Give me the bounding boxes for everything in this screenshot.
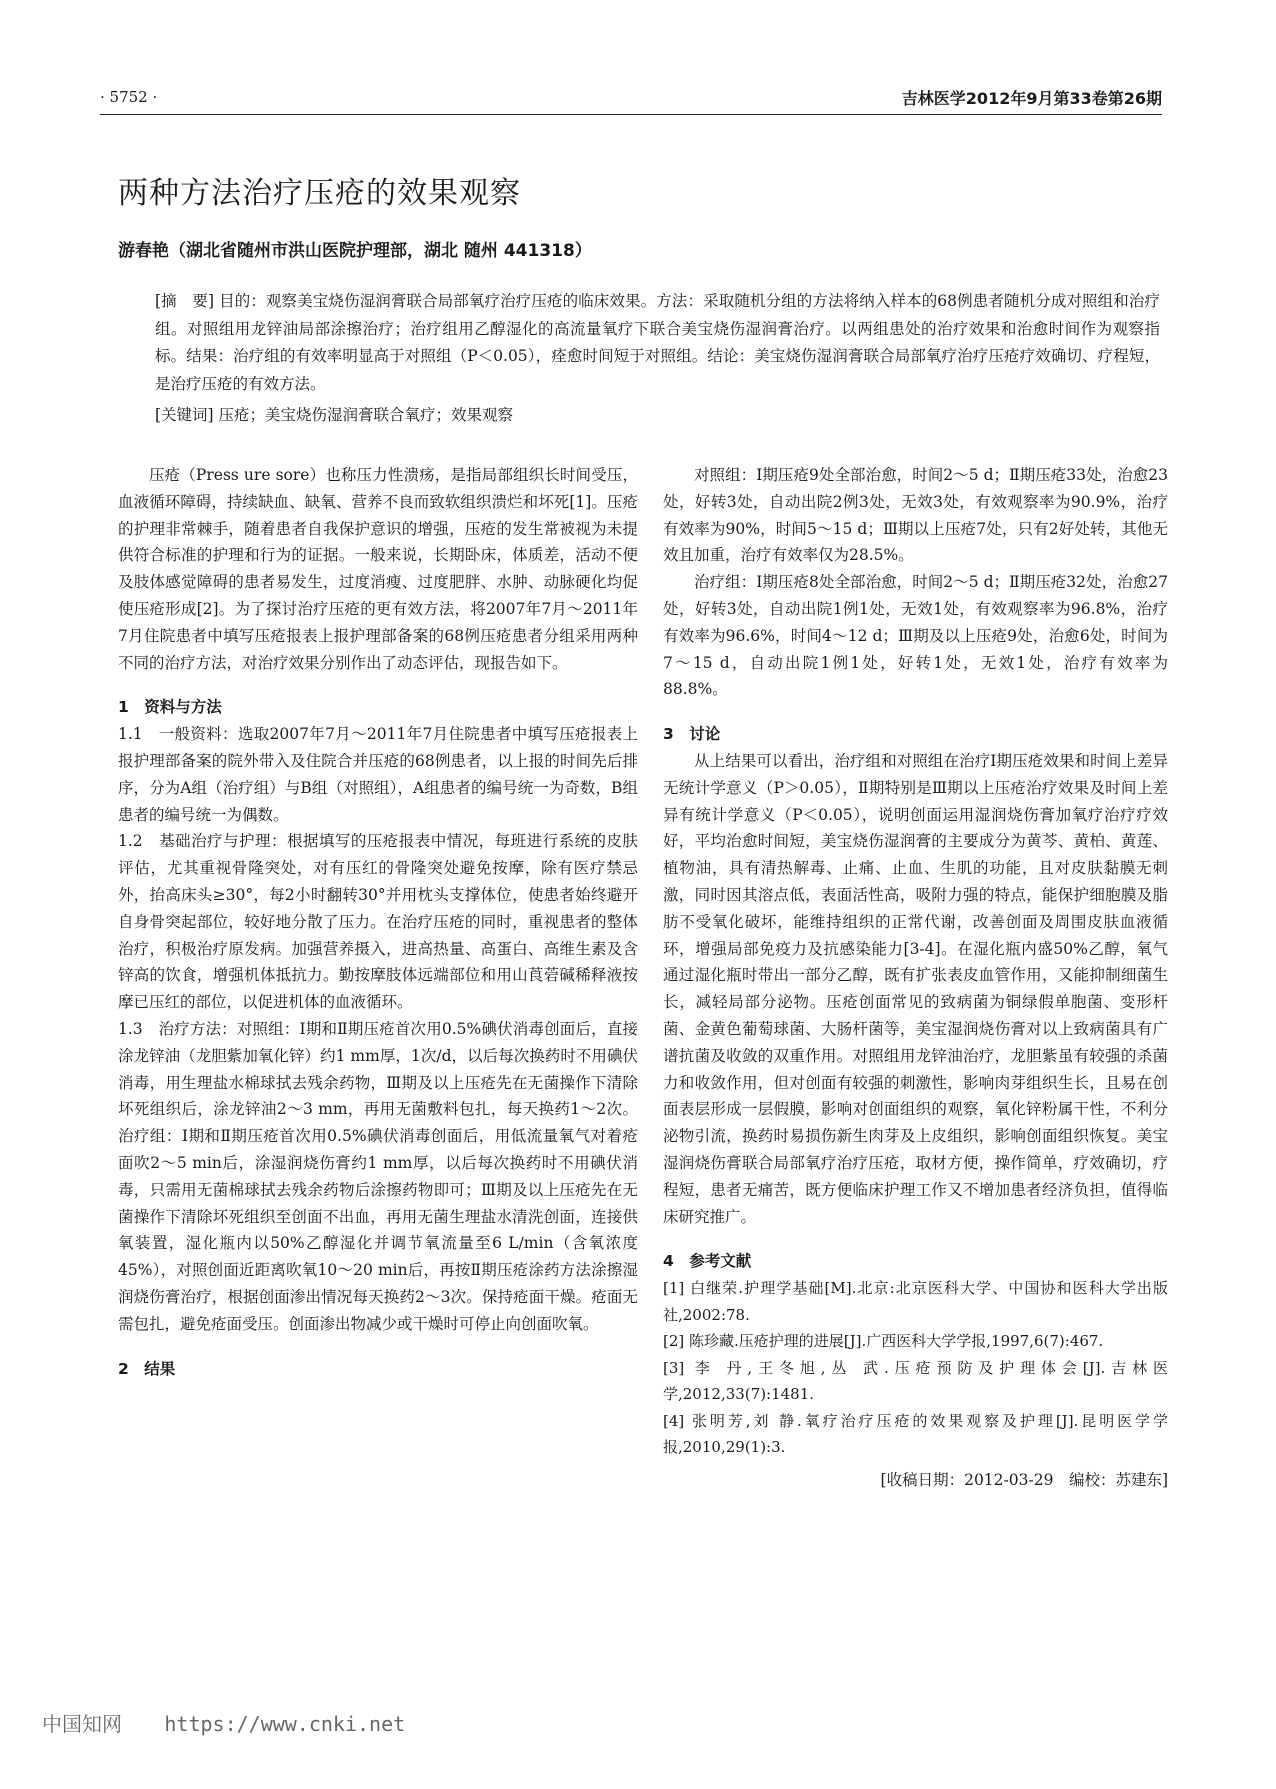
author-affiliation: 游春艳（湖北省随州市洪山医院护理部，湖北 随州 441318） bbox=[118, 241, 592, 261]
cnki-url-link[interactable]: https://www.cnki.net bbox=[164, 1712, 406, 1736]
journal-issue: 吉林医学2012年9月第33卷第26期 bbox=[901, 89, 1162, 108]
paragraph-1-2: 1.2 基础治疗与护理：根据填写的压疮报表中情况，每班进行系统的皮肤评估，尤其重视骨隆突处，对有压红的骨隆突处避免按摩，除有医疗禁忌外，抬高床头≥30°，每2小时翻转30°并用枕头支撑体位，使患者始终避开自身骨突起部位，较好地分散了压力。在治疗压疮的同时，重视患者的整体治疗，积极治疗原发病。加强营养摄入，进高热量、高蛋白、高维生素及含锌高的饮食，增强机体抵抗力。勤按摩肢体远端部位和用山莨菪碱稀释液按摩已压红的部位，以促进机体的血液循环。 bbox=[118, 832, 638, 1012]
abstract: [摘 要] 目的：观察美宝烧伤湿润膏联合局部氧疗治疗压疮的临床效果。方法：采取随机分组的方法将纳入样本的68例患者随机分成对照组和治疗组。对照组用龙锌油局部涂擦治疗；治疗组用乙醇湿化的高流量氧疗下联合美宝烧伤湿润膏治疗。以两组患处的治疗效果和治愈时间作为观察指标。结果：治疗组的有效率明显高于对照组（P＜0.05），痊愈时间短于对照组。结论：美宝烧伤湿润膏联合局部氧疗治疗压疮疗效确切、疗程短，是治疗压疮的有效方法。 bbox=[155, 292, 1160, 393]
intro-paragraph: 压疮（Press ure sore）也称压力性溃疡，是指局部组织长时间受压，血液循环障碍，持续缺血、缺氧、营养不良而致软组织溃烂和坏死[1]。压疮的护理非常棘手，随着患者自我保护意识的增强，压疮的发生常被视为未提供符合标准的护理和行为的证据。一般来说，长期卧床，体质差，活动不便及肢体感觉障碍的患者易发生，过度消瘦、过度肥胖、水肿、动脉硬化均促使压疮形成[2]。为了探讨治疗压疮的更有效方法，将2007年7月～2011年7月住院患者中填写压疮报表上报护理部备案的68例压疮患者分组采用两种不同的治疗方法，对治疗效果分别作出了动态评估，现报告如下。 bbox=[118, 466, 638, 672]
received-date: [收稿日期：2012-03-29 编校：苏建东] bbox=[880, 1470, 1168, 1489]
article-title: 两种方法治疗压疮的效果观察 bbox=[118, 176, 521, 211]
discussion-paragraph: 从上结果可以看出，治疗组和对照组在治疗Ⅰ期压疮效果和时间上差异无统计学意义（P＞0.05），Ⅱ期特别是Ⅲ期以上压疮治疗效果及时间上差异有统计学意义（P＜0.05），说明创面运用湿润烧伤膏加氧疗治疗疗效好，平均治愈时间短，美宝烧伤湿润膏的主要成分为黄芩、黄柏、黄莲、植物油，具有清热解毒、止痛、止血、生肌的功能，且对皮肤黏膜无刺激，同时因其溶点低，表面活性高，吸附力强的特点，能保护细胞膜及脂肪不受氧化破坏，能维持组织的正常代谢，改善创面及周围皮肤血液循环，增强局部免疫力及抗感染能力[3-4]。在湿化瓶内盛50%乙醇，氧气通过湿化瓶时带出一部分乙醇，既有扩张表皮血管作用，又能抑制细菌生长，减轻局部分泌物。压疮创面常见的致病菌为铜绿假单胞菌、变形杆菌、金黄色葡萄球菌、大肠杆菌等，美宝湿润烧伤膏对以上致病菌具有广谱抗菌及收敛的双重作用。对照组用龙锌油治疗，龙胆紫虽有较强的杀菌力和收敛作用，但对创面有较强的刺激性，影响肉芽组织生长，且易在创面表层形成一层假膜，影响对创面组织的观察，氧化锌粉属干性，不利分泌物引流，换药时易损伤新生肉芽及上皮组织，影响创面组织恢复。美宝湿润烧伤膏联合局部氧疗治疗压疮，取材方便，操作简单，疗效确切，疗程短，患者无痛苦，既方便临床护理工作又不增加患者经济负担，值得临床研究推广。 bbox=[663, 751, 1168, 1226]
section-heading-methods: 1 资料与方法 bbox=[118, 698, 222, 717]
cnki-watermark bbox=[42, 1708, 405, 1737]
section-heading-results: 2 结果 bbox=[118, 1359, 176, 1378]
right-column bbox=[663, 462, 1168, 1493]
reference-item[interactable]: [2] 陈珍藏.压疮护理的进展[J].广西医科大学学报,1997,6(7):467. bbox=[663, 1332, 1104, 1351]
section-heading-references: 4 参考文献 bbox=[663, 1252, 752, 1271]
section-heading-discussion: 3 讨论 bbox=[663, 725, 721, 744]
results-control: 对照组：Ⅰ期压疮9处全部治愈，时间2～5 d；Ⅱ期压疮33处，治愈23处，好转3处，自动出院2例3处，无效3处，有效观察率为90.9%，治疗有效率为90%，时间5～15 d；Ⅲ期以上压疮7处，只有2好处转，其他无效且加重，治疗有效率仅为28.5%。 bbox=[663, 466, 1168, 565]
page-number: · 5752 · bbox=[100, 88, 158, 106]
reference-item[interactable]: [3] 李 丹,王冬旭,丛 武.压疮预防及护理体会[J].吉林医学,2012,33(7):1481. bbox=[663, 1358, 1168, 1404]
paragraph-1-3: 1.3 治疗方法：对照组：Ⅰ期和Ⅱ期压疮首次用0.5%碘伏消毒创面后，直接涂龙锌油（龙胆紫加氧化锌）约1 mm厚，1次/d，以后每次换药时不用碘伏消毒，用生理盐水棉球拭去残余药物，Ⅲ期及以上压疮先在无菌操作下清除坏死组织后，涂龙锌油2～3 mm，再用无菌敷料包扎，每天换药1～2次。治疗组：Ⅰ期和Ⅱ期压疮首次用0.5%碘伏消毒创面后，用低流量氧气对着疮面吹2～5 min后，涂湿润烧伤膏约1 mm厚，以后每次换药时不用碘伏消毒，只需用无菌棉球拭去残余药物后涂擦药物即可；Ⅲ期及以上压疮先在无菌操作下清除坏死组织至创面不出血，再用无菌生理盐水清洗创面，连接供氧装置，湿化瓶内以50%乙醇湿化并调节氧流量至6 L/min（含氧浓度45%），对照创面近距离吹氧10～20 min后，再按Ⅱ期压疮涂药方法涂擦湿润烧伤膏治疗，根据创面渗出情况每天换药2～3次。保持疮面干燥。疮面无需包扎，避免疮面受压。创面渗出物减少或干燥时可停止向创面吹氧。 bbox=[118, 1019, 638, 1333]
paragraph-1-1: 1.1 一般资料：选取2007年7月～2011年7月住院患者中填写压疮报表上报护理部备案的院外带入及住院合并压疮的68例患者，以上报的时间先后排序，分为A组（治疗组）与B组（对照组），A组患者的编号统一为奇数，B组患者的编号统一为偶数。 bbox=[118, 725, 638, 824]
header-rule bbox=[100, 114, 1162, 115]
reference-item[interactable]: [4] 张明芳,刘 静.氧疗治疗压疮的效果观察及护理[J].昆明医学学报,2010,29(1):3. bbox=[663, 1411, 1168, 1457]
results-treatment: 治疗组：Ⅰ期压疮8处全部治愈，时间2～5 d；Ⅱ期压疮32处，治愈27处，好转3处，自动出院1例1处，无效1处，有效观察率为96.8%，治疗有效率为96.6%，时间4～12 d；Ⅲ期及以上压疮9处，治愈6处，时间为7～15 d，自动出院1例1处，好转1处，无效1处，治疗有效率为88.8%。 bbox=[663, 573, 1168, 699]
keywords: [关键词] 压疮；美宝烧伤湿润膏联合氧疗；效果观察 bbox=[155, 406, 514, 424]
reference-item[interactable]: [1] 白继荣.护理学基础[M].北京:北京医科大学、中国协和医科大学出版社,2002:78. bbox=[663, 1279, 1168, 1324]
cnki-site-name: 中国知网 bbox=[42, 1712, 122, 1736]
left-column bbox=[118, 462, 638, 1382]
